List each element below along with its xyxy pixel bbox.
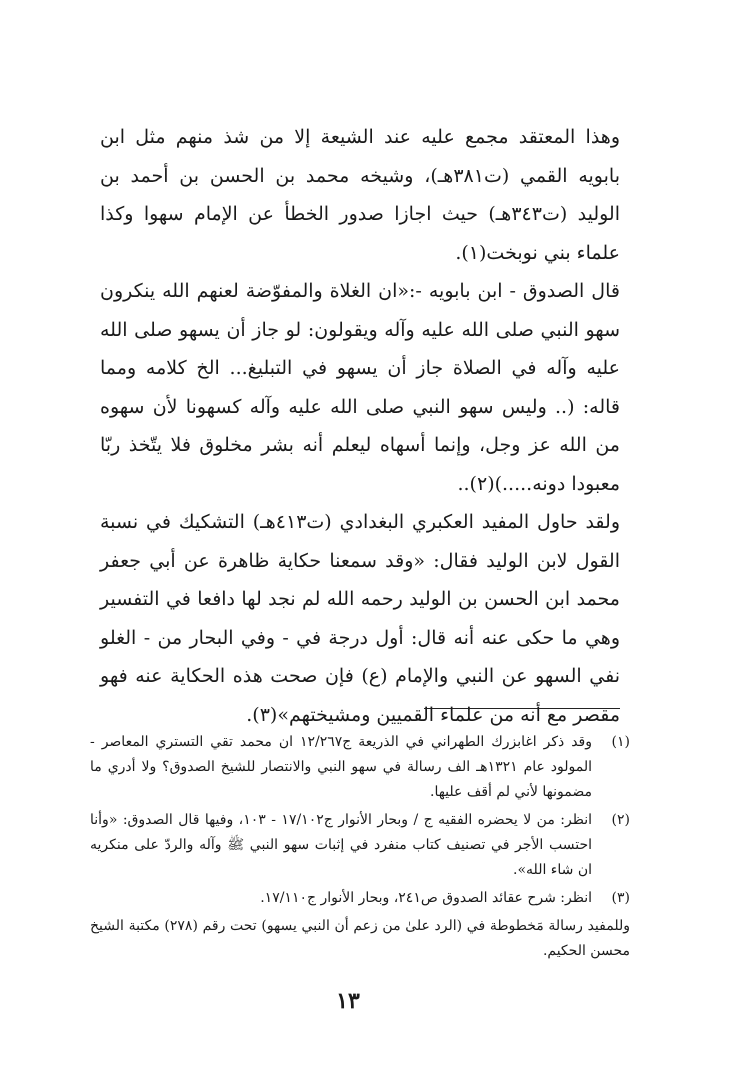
footnote-1 (90, 730, 630, 805)
footnote-3-continuation: وللمفيد رسالة مَخطوطة في (الرد علىٰ من زعم أن النبي يسهو) تحت رقم (٢٧٨) مكتبة الشيخ محسن الحكيم. (90, 918, 630, 959)
body-paragraph: ولقد حاول المفيد العكبري البغدادي (ت٤١٣هـ) التشكيك في نسبة القول لابن الوليد فقال: «وقد سمعنا حكاية ظاهرة عن أبي جعفر محمد ابن الحسن بن الوليد رحمه الله لم نجد لها دافعا في التفسير وهي ما حكى عنه أنه قال: أول درجة في - وفي البحار من - الغلو نفي السهو عن النبي والإمام (ع) فإن صحت هذه الحكاية عنه فهو مقصر مع أنه من علماء القميين ومشيختهم»(٣). (100, 511, 621, 726)
footnote-number: (٣) (611, 890, 630, 906)
footnote-text: انظر: من لا يحضره الفقيه ج / وبحار الأنوار ج١٧/١٠٢ - ١٠٣، وفيها قال الصدوق: «وأنا احتسب الأجر في تصنيف كتاب منفرد في إثبات سهو النبي ﷺ وآله والردّ على منكريه ان شاء الله». (90, 812, 592, 878)
footnotes-section (90, 730, 630, 964)
body-paragraph: وهذا المعتقد مجمع عليه عند الشيعة إلا من شذ منهم مثل ابن بابويه القمي (ت٣٨١هـ)، وشيخه محمد بن الحسن بن أحمد بن الوليد (ت٣٤٣هـ) حيث اجازا صدور الخطأ عن الإمام سهوا وكذا علماء بني نوبخت(١). (100, 126, 620, 264)
footnote-number: (١) (611, 734, 630, 750)
footnote-3 (90, 886, 630, 911)
main-body-text (100, 118, 620, 734)
footnote-number: (٢) (611, 812, 630, 828)
footnote-text: انظر: شرح عقائد الصدوق ص٢٤١، وبحار الأنوار ج١٧/١١٠. (260, 890, 592, 906)
footnote-2 (90, 808, 630, 883)
footnote-divider (424, 708, 620, 709)
body-paragraph: قال الصدوق - ابن بابويه -:«ان الغلاة والمفوّضة لعنهم الله ينكرون سهو النبي صلى الله عليه وآله ويقولون: لو جاز أن يسهو صلى الله عليه وآله في الصلاة جاز أن يسهو في التبليغ... الخ كلامه ومما قاله: (.. وليس سهو النبي صلى الله عليه وآله كسهونا لأن سهوه من الله عز وجل، وإنما أسهاه ليعلم أنه بشر مخلوق فلا يتّخذ ربّا معبودا دونه.....)(٢).. (100, 280, 620, 495)
footnote-text: وقد ذكر اغابزرك الطهراني في الذريعة ج١٢/٢٦٧ ان محمد تقي التستري المعاصر - المولود عام ١٣٢١هـ الف رسالة في سهو النبي والانتصار للشيخ الصدوق؟ ولا أدري ما مضمونها لأني لم أقف عليها. (90, 734, 592, 800)
page-number: ١٣ (336, 988, 360, 1014)
